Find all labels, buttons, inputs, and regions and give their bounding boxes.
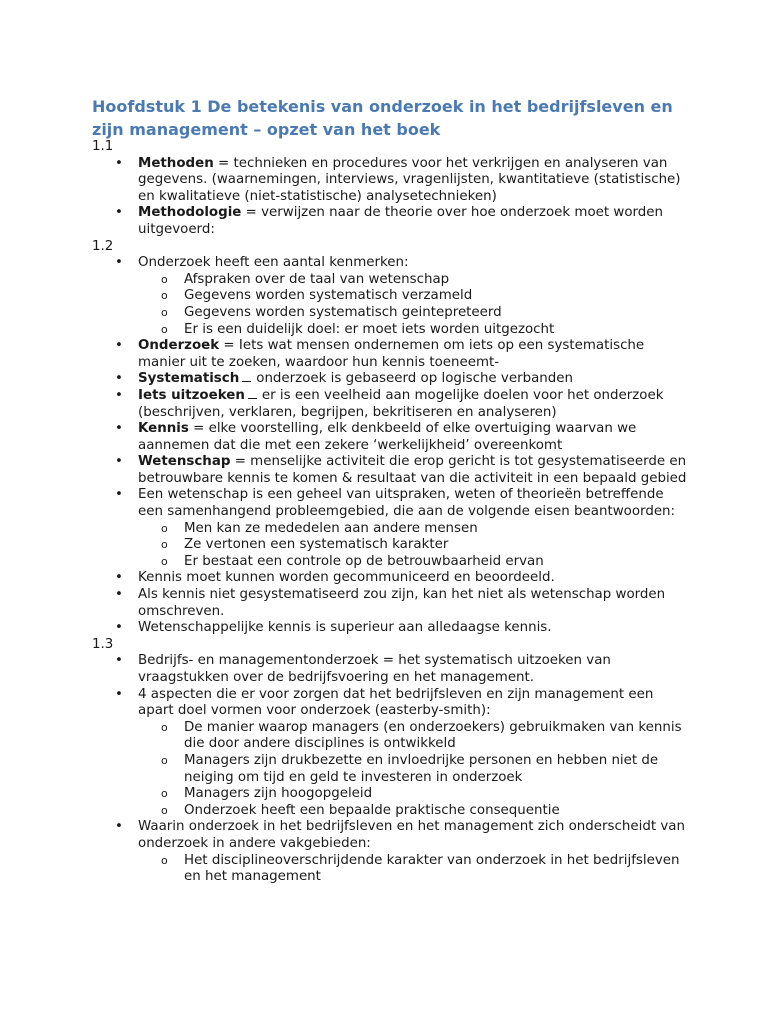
sub-bullet-marker: o [161, 289, 168, 303]
list-item [92, 454, 692, 487]
bullet-marker: • [115, 338, 123, 354]
chapter-title: Hoofdstuk 1 De betekenis van onderzoek in het bedrijfsleven en zijn management – opzet van het boek [92, 97, 673, 139]
term: Onderzoek [138, 338, 220, 354]
sub-list-item [92, 803, 692, 820]
underscore-mark [242, 378, 251, 382]
definition-text: er is een veelheid aan mogelijke doelen voor het onderzoek (beschrijven, verklaren, begrijpen, bekritiseren en analyseren) [138, 387, 664, 420]
sub-bullet-marker: o [161, 853, 168, 867]
sub-list-item [92, 537, 692, 554]
term: Systematisch [138, 371, 240, 387]
definition-text: = elke voorstelling, elk denkbeeld of elke overtuiging waarvan we aannemen dat die met een zekere ‘werkelijkheid’ overeenkomt [138, 421, 637, 453]
list-item [92, 620, 692, 637]
list-item [92, 687, 692, 720]
list-item [92, 338, 692, 371]
bullet-marker: • [115, 454, 123, 470]
sub-list-item [92, 305, 692, 322]
list-item [92, 570, 692, 587]
bullet-marker: • [115, 819, 123, 835]
term: Kennis [138, 421, 189, 437]
item-text: Bedrijfs- en managementonderzoek = het systematisch uitzoeken van vraagstukken over de bedrijfsvoering en het management. [138, 653, 611, 685]
bullet-marker: • [115, 570, 123, 586]
list-item [92, 587, 692, 620]
term: Methoden [138, 155, 214, 171]
definition-text: = technieken en procedures voor het verkrijgen en analyseren van gegevens. (waarnemingen, interviews, vragenlijsten, kwantitatieve (statistische) en kwalitatieve (niet-statistische) analysetechnieken) [138, 155, 681, 204]
list-item [92, 653, 692, 686]
definition-text: = Iets wat mensen ondernemen om iets op een systematische manier uit te zoeken, waardoor hun kennis toeneemt- [138, 338, 645, 370]
sub-item-text: Er bestaat een controle op de betrouwbaarheid ervan [184, 553, 544, 569]
item-text: Onderzoek heeft een aantal kenmerken: [138, 255, 409, 271]
sub-item-text: Managers zijn hoogopgeleid [184, 786, 373, 802]
sub-bullet-marker: o [161, 538, 168, 552]
sub-item-text: Managers zijn drukbezette en invloedrijke personen en hebben niet de neiging om tijd en geld te investeren in onderzoek [184, 752, 659, 785]
sub-bullet-marker: o [161, 305, 168, 319]
sub-bullet-marker: o [161, 521, 168, 535]
list-item [92, 388, 692, 421]
bullet-list [92, 653, 692, 885]
list-item [92, 205, 692, 238]
sub-list-item [92, 554, 692, 571]
item-text: 4 aspecten die er voor zorgen dat het bedrijfsleven en zijn management een apart doel vormen voor onderzoek (easterby-smith): [138, 686, 654, 719]
sub-bullet-marker: o [161, 554, 168, 568]
sub-item-text: De manier waarop managers (en onderzoekers) gebruikmaken van kennis die door andere disciplines is ontwikkeld [184, 719, 682, 752]
bullet-list [92, 156, 692, 239]
sub-list-item [92, 853, 692, 886]
bullet-marker: • [115, 653, 123, 669]
term: Iets uitzoeken [138, 387, 245, 403]
section-number: 1.2 [92, 238, 114, 254]
list-item [92, 156, 692, 206]
list-item [92, 819, 692, 852]
sub-list-item [92, 720, 692, 753]
sub-bullet-marker: o [161, 753, 168, 767]
sub-item-text: Het disciplineoverschrijdende karakter van onderzoek in het bedrijfsleven en het management [184, 852, 680, 885]
document-body [92, 139, 692, 886]
item-text: Een wetenschap is een geheel van uitspraken, weten of theorieën betreffende een samenhangend probleemgebied, die aan de volgende eisen beantwoorden: [138, 487, 676, 520]
section-number: 1.1 [92, 139, 114, 154]
sub-item-text: Ze vertonen een systematisch karakter [184, 537, 449, 553]
item-text: Wetenschappelijke kennis is superieur aan alledaagse kennis. [138, 620, 552, 636]
definition-text: = menselijke activiteit die erop gericht is tot gesystematiseerde en betrouwbare kennis te komen & resultaat van die activiteit in een bepaald gebied [138, 454, 687, 486]
sub-item-text: Afspraken over de taal van wetenschap [184, 271, 450, 287]
underscore-mark [248, 395, 257, 399]
sub-item-text: Gegevens worden systematisch geintepreteerd [184, 304, 502, 320]
bullet-marker: • [115, 255, 123, 271]
item-text: Kennis moet kunnen worden gecommuniceerd en beoordeeld. [138, 570, 555, 586]
bullet-marker: • [115, 387, 123, 403]
sub-item-text: Onderzoek heeft een bepaalde praktische consequentie [184, 802, 560, 818]
bullet-marker: • [115, 421, 123, 437]
definition-text: onderzoek is gebaseerd op logische verbanden [256, 371, 574, 387]
bullet-marker: • [115, 155, 123, 171]
bullet-marker: • [115, 620, 123, 636]
list-item [92, 371, 692, 388]
sub-item-text: Gegevens worden systematisch verzameld [184, 288, 473, 304]
definition-text: = verwijzen naar de theorie over hoe onderzoek moet worden uitgevoerd: [138, 205, 664, 237]
term: Methodologie [138, 205, 242, 221]
item-text: Als kennis niet gesystematiseerd zou zijn, kan het niet als wetenschap worden omschreven. [138, 587, 666, 619]
sub-list-item [92, 786, 692, 803]
sub-bullet-marker: o [161, 272, 168, 286]
section-number: 1.3 [92, 636, 114, 652]
list-item [92, 487, 692, 520]
sub-list-item [92, 322, 692, 339]
sub-bullet-marker: o [161, 720, 168, 734]
sub-bullet-marker: o [161, 803, 168, 817]
list-item [92, 255, 692, 272]
sub-list-item [92, 272, 692, 289]
term: Wetenschap [138, 454, 231, 470]
list-item [92, 421, 692, 454]
sub-bullet-marker: o [161, 322, 168, 336]
sub-list-item [92, 753, 692, 786]
sub-list-item [92, 288, 692, 305]
bullet-marker: • [115, 371, 123, 387]
bullet-marker: • [115, 487, 123, 503]
sub-list-item [92, 521, 692, 538]
sub-item-text: Er is een duidelijk doel: er moet iets worden uitgezocht [184, 321, 555, 337]
item-text: Waarin onderzoek in het bedrijfsleven en het management zich onderscheidt van onderzoek in andere vakgebieden: [138, 819, 685, 851]
sub-bullet-marker: o [161, 787, 168, 801]
bullet-marker: • [115, 205, 123, 221]
bullet-marker: • [115, 587, 123, 603]
bullet-marker: • [115, 686, 123, 702]
bullet-list [92, 255, 692, 637]
sub-item-text: Men kan ze mededelen aan andere mensen [184, 520, 478, 536]
